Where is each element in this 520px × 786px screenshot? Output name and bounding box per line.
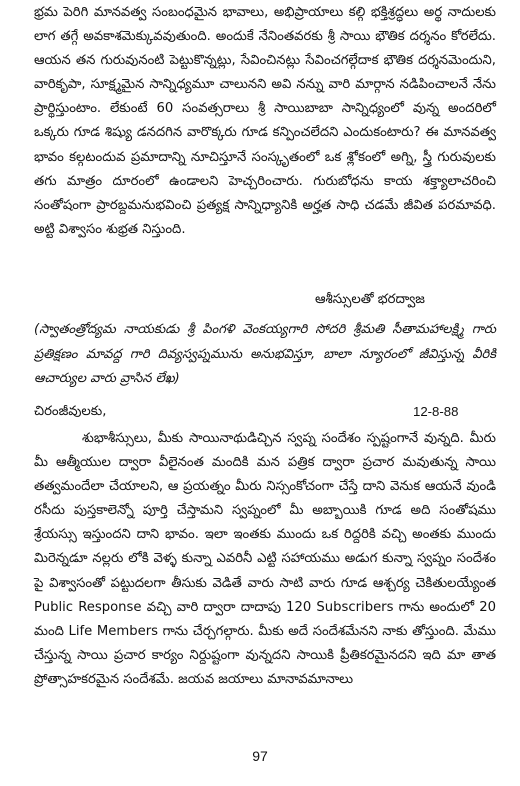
body-paragraph-1: భ్రమ పెరిగి మానవత్వ సంబంధమైన భావాలు, అభిప్రాయాలు కల్గి భక్తిశ్రద్ధలు అర్థ నాదులకు లాగ తగ్గే అవకాశమెక్కువవుతుంది. అందుకే నేనింతవరకు శ్రీ సాయి భౌతిక దర్శనం కోరలేదు. ఆయన తన గురువునంటి పెట్టుకొన్నట్లు, సేవించినట్లు సేవించగల్గేదాక భౌతిక దర్శనమెందుని, వారికృపా, సూక్ష్మమైన సాన్నిధ్యమూ చాలునని అవి నన్ను వారి మార్గాన నడిపించాలనే నేను ప్రార్థిస్తుంటాం. లేకుంటే 60 సంవత్సరాలు శ్రీ సాయిబాబా సాన్నిధ్యంలో వున్న అందరిలో ఒక్కరు గూడ శిష్యు డనదగిన వారొక్కరు గూడ కన్పించలేదని ఎందుకంటారు? ఈ మానవత్వ భావం కల్గటందువ ప్రమాదాన్ని నూచిస్తూనే సంస్కృతంలో ఒక శ్లోకంలో అగ్ని, స్త్రీ గురువులకు తగు మాత్రం దూరంలో ఉండాలని హెచ్చరించారు. గురుబోధను కాయ శక్త్యాలాచరించి సంతోషంగా ప్రారబ్దమనుభవించి ప్రత్యక్ష సాన్నిధ్యానికి అర్హత సాధి చడమే జీవిత పరమావధి. అట్టి విశ్వాసం శుభ్రత నిస్తుంది. <box>34 5 496 237</box>
body-paragraph-2: శుభాశీస్సులు, మీకు సాయినాథుడిచ్చిన స్వప్న సందేశం స్పష్టంగానే వున్నది. మీరు మీ ఆత్మీయుల ద్వారా వీలైనంత మందికి మన పత్రిక ద్వారా ప్రచార మవుతున్న సాయి తత్వమందేలా చేయాలని, ఆ ప్రయత్నం మీరు నిస్సంకోచంగా చేస్తే దాని వెనుక ఆయనే వుండి రసీదు పుస్తకాలెన్నో పూర్తి చేస్తామని స్వప్నంలో మీ అబ్బాయికి గూడ అది సంతోషము శ్రేయస్సు ఇస్తుందని దాని భావం. ఇలా ఇంతకు ముందు ఒక రిద్దరికి వచ్చి అంతకు ముందు మిరెన్నడూ నల్లరు లోకి వెళ్ళ కున్నా ఎవరినీ ఎట్టి సహాయము అడుగ కున్నా స్వప్నం సందేశం పై విశ్వాసంతో పట్టుదలగా తీసుకు వెడితే వారు సాటి వారు గూడ ఆశ్చర్య చెకితులయ్యేంత Public Response వచ్చి వారి ద్వారా దాదాపు 120 Subscribers గాను అందులో 20 మంది Life Members గాను చేర్చగల్గారు. మీకు అదే సందేశమేనని నాకు తోస్తుంది. మేము చేస్తున్న సాయి ప్రచార కార్యం నిర్దుష్టంగా వున్నదని సాయికి ప్రీతికరమైనదని ఇది మా తాత ప్రోత్సాహకరమైన సందేశమే. జయవ జయాలు మానావమానాలు <box>34 431 496 687</box>
letter-date: 12-8-88 <box>413 404 459 419</box>
editorial-note: (స్వాతంత్రోద్యమ నాయకుడు శ్రీ పింగళి వెంకయ్యగారి సోదరి శ్రీమతి సీతామహాలక్ష్మి గారు ప్రతిక్షణం మావద్ద గారి దివ్యస్వప్నమును అనుభవిస్తూ, బాలా న్యూరంలో జీవిస్తున్న వీరికి ఆచార్యుల వారు వ్రాసిన లేఖ) <box>34 322 496 386</box>
page-number: 97 <box>252 748 268 764</box>
letter-signature: ఆశీస్సులతో భరద్వాజ <box>315 292 425 307</box>
letter-salutation: చిరంజీవులకు, <box>34 404 107 419</box>
